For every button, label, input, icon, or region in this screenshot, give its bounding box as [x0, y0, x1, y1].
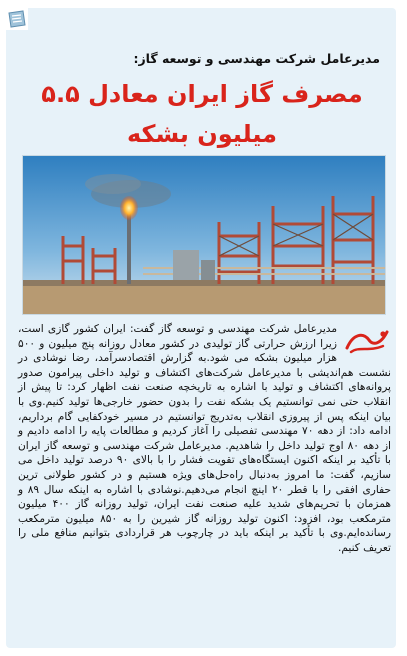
article-body	[18, 322, 391, 556]
article-body-text: مدیرعامل شرکت مهندسی و توسعه گاز گفت: ایران کشور گازی است، زیرا ارزش حرارتی گاز تولیدی در کشور معادل روزانه پنج میلیون و ۵۰۰ هزار میلیون بشکه می شود.به گزارش اقتصادسرآمد، رضا نوشادی در نشست هم‌اندیشی با مدیرعامل شرکت‌های اکتشاف و تولید داخلی پیرامون صدور پروانه‌های اکتشاف و تولید با اشاره به تاریخچه صنعت نفت اظهار کرد: تا پیش از انقلاب حتی نمی توانستیم یک بشکه نفت را بدون حضور خارجی‌ها تولید کنیم.وی با بیان اینکه پس از پیروزی انقلاب به‌تدریج توانستیم در مسیر خودکفایی گام برداریم، ادامه داد: از دهه ۷۰ مهندسی تفصیلی را آغاز کردیم و مطالعات پایه را ادامه دادیم و از دهه ۸۰ اوج تولید داخل را شاهدیم. مدیرعامل شرکت مهندسی و توسعه گاز ایران با تأکید بر اینکه اکنون ایستگاه‌های تقویت فشار را با بالای ۹۰ درصد تولید داخل می سازیم، گفت: ما امروز به‌دنبال راه‌حل‌های ویژه هستیم و در کشور طولانی ترین حفاری افقی را با قطر ۲۰ اینچ انجام می‌دهیم.نوشادی با اشاره به اینکه سال ۸۹ و همزمان با تحریم‌های شدید علیه صنعت نفت ایران، تولید روزانه گاز ۴۰۰ میلیون مترمکعب بود، افزود: اکنون تولید روزانه گاز شیرین را به ۸۵۰ میلیون مترمکعب رسانده‌ایم.وی با تأکید بر اینکه باید در چارچوب هر قراردادی بتوانیم منافع ملی را تعریف کنیم.	[18, 323, 392, 554]
publication-logo-icon	[343, 324, 391, 358]
article-kicker: مدیرعامل شرکت مهندسی و توسعه گاز:	[133, 51, 380, 66]
gas-refinery-photo	[22, 155, 386, 315]
article-headline-line1: مصرف گاز ایران معادل ۵.۵ میلیون بشکه	[41, 80, 363, 148]
